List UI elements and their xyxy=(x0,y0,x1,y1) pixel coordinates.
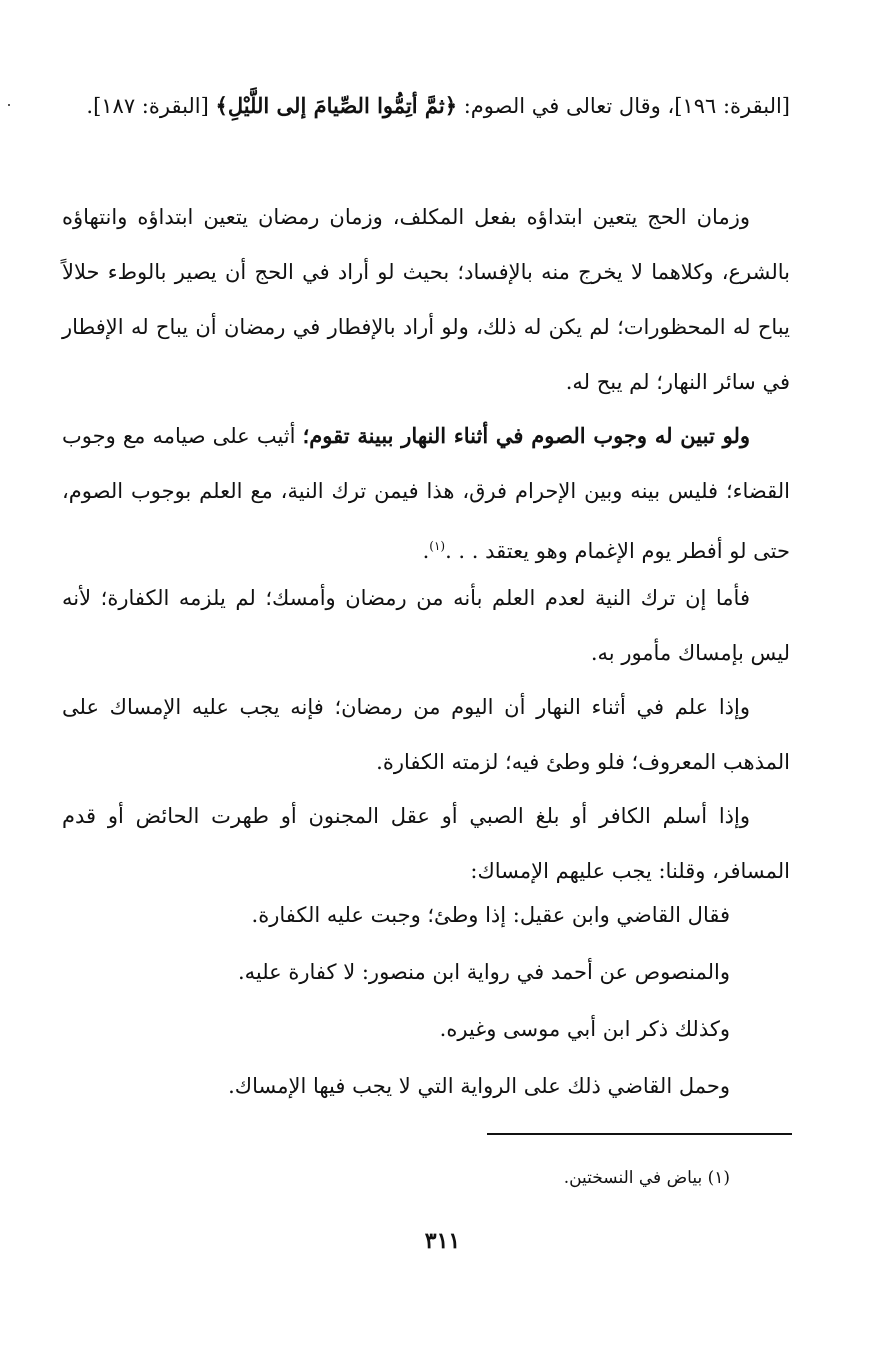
margin-mark xyxy=(8,104,10,106)
paragraph-quran-citation xyxy=(62,78,790,134)
paragraph-ibn-abi-musa: وكذلك ذكر ابن أبي موسى وغيره. xyxy=(439,1017,730,1041)
footnote: (١) بياض في النسختين. xyxy=(563,1168,730,1188)
citation-text: [البقرة: ١٩٦]، وقال تعالى في الصوم: xyxy=(457,94,790,118)
paragraph-bayyina: ولو تبين له وجوب الصوم في أثناء النهار ببينة تقوم؛ أثيب على صيامه مع وجوب القضاء؛ فليس بينه وبين الإحرام فرق، هذا فيمن ترك النية، مع العلم بوجوب الصوم، حتى لو أفطر يوم الإغمام وهو يعتقد . . .$^{(١)}$. xyxy=(62,423,790,563)
citation-reference: [البقرة: ١٨٧]. xyxy=(86,94,216,118)
paragraph-knowing-ramadan: وإذا علم في أثناء النهار أن اليوم من رمضان؛ فإنه يجب عليه الإمساك على المذهب المعروف؛ فلو وطئ فيه؛ لزمته الكفارة. xyxy=(62,695,790,774)
paragraph-leaving-intention: فأما إن ترك النية لعدم العلم بأنه من رمضان وأمسك؛ لم يلزمه الكفارة؛ لأنه ليس بإمساك مأمور به. xyxy=(62,586,790,665)
paragraph-hajj-ramadan: وزمان الحج يتعين ابتداؤه بفعل المكلف، وزمان رمضان يتعين ابتداؤه وانتهاؤه بالشرع، وكلاهما لا يخرج منه بالإفساد؛ بحيث لو أراد في الحج أن يصير بالوطء حلالاً يباح له المحظورات؛ لم يكن له ذلك، ولو أراد بالإفطار في رمضان أن يباح له الإفطار في سائر النهار؛ لم يبح له. xyxy=(62,205,790,394)
footnote-divider xyxy=(487,1133,792,1135)
paragraph-converts: وإذا أسلم الكافر أو بلغ الصبي أو عقل المجنون أو طهرت الحائض أو قدم المسافر، وقلنا: يجب عليهم الإمساك: xyxy=(62,804,790,883)
paragraph-qadi-interpretation: وحمل القاضي ذلك على الرواية التي لا يجب فيها الإمساك. xyxy=(228,1074,730,1098)
paragraph-ahmad-text: والمنصوص عن أحمد في رواية ابن منصور: لا كفارة عليه. xyxy=(237,960,730,984)
page-number: ٣١١ xyxy=(424,1228,461,1254)
quran-verse: ﴿ثمَّ أتِمُّوا الصِّيامَ إلى اللَّيْلِ﴾ xyxy=(215,93,458,118)
paragraph-body-text: أثيب على صيامه مع وجوب القضاء؛ فليس بينه وبين الإحرام فرق، هذا فيمن ترك النية، مع العلم بوجوب الصوم، حتى لو أفطر يوم الإغمام وهو يعتقد . . . xyxy=(62,424,790,563)
paragraph-qadi-opinion: فقال القاضي وابن عقيل: إذا وطئ؛ وجبت عليه الكفارة. xyxy=(251,903,730,927)
footnote-marker: (١) xyxy=(429,539,446,553)
bold-heading-text: ولو تبين له وجوب الصوم في أثناء النهار ببينة تقوم؛ xyxy=(302,423,750,448)
